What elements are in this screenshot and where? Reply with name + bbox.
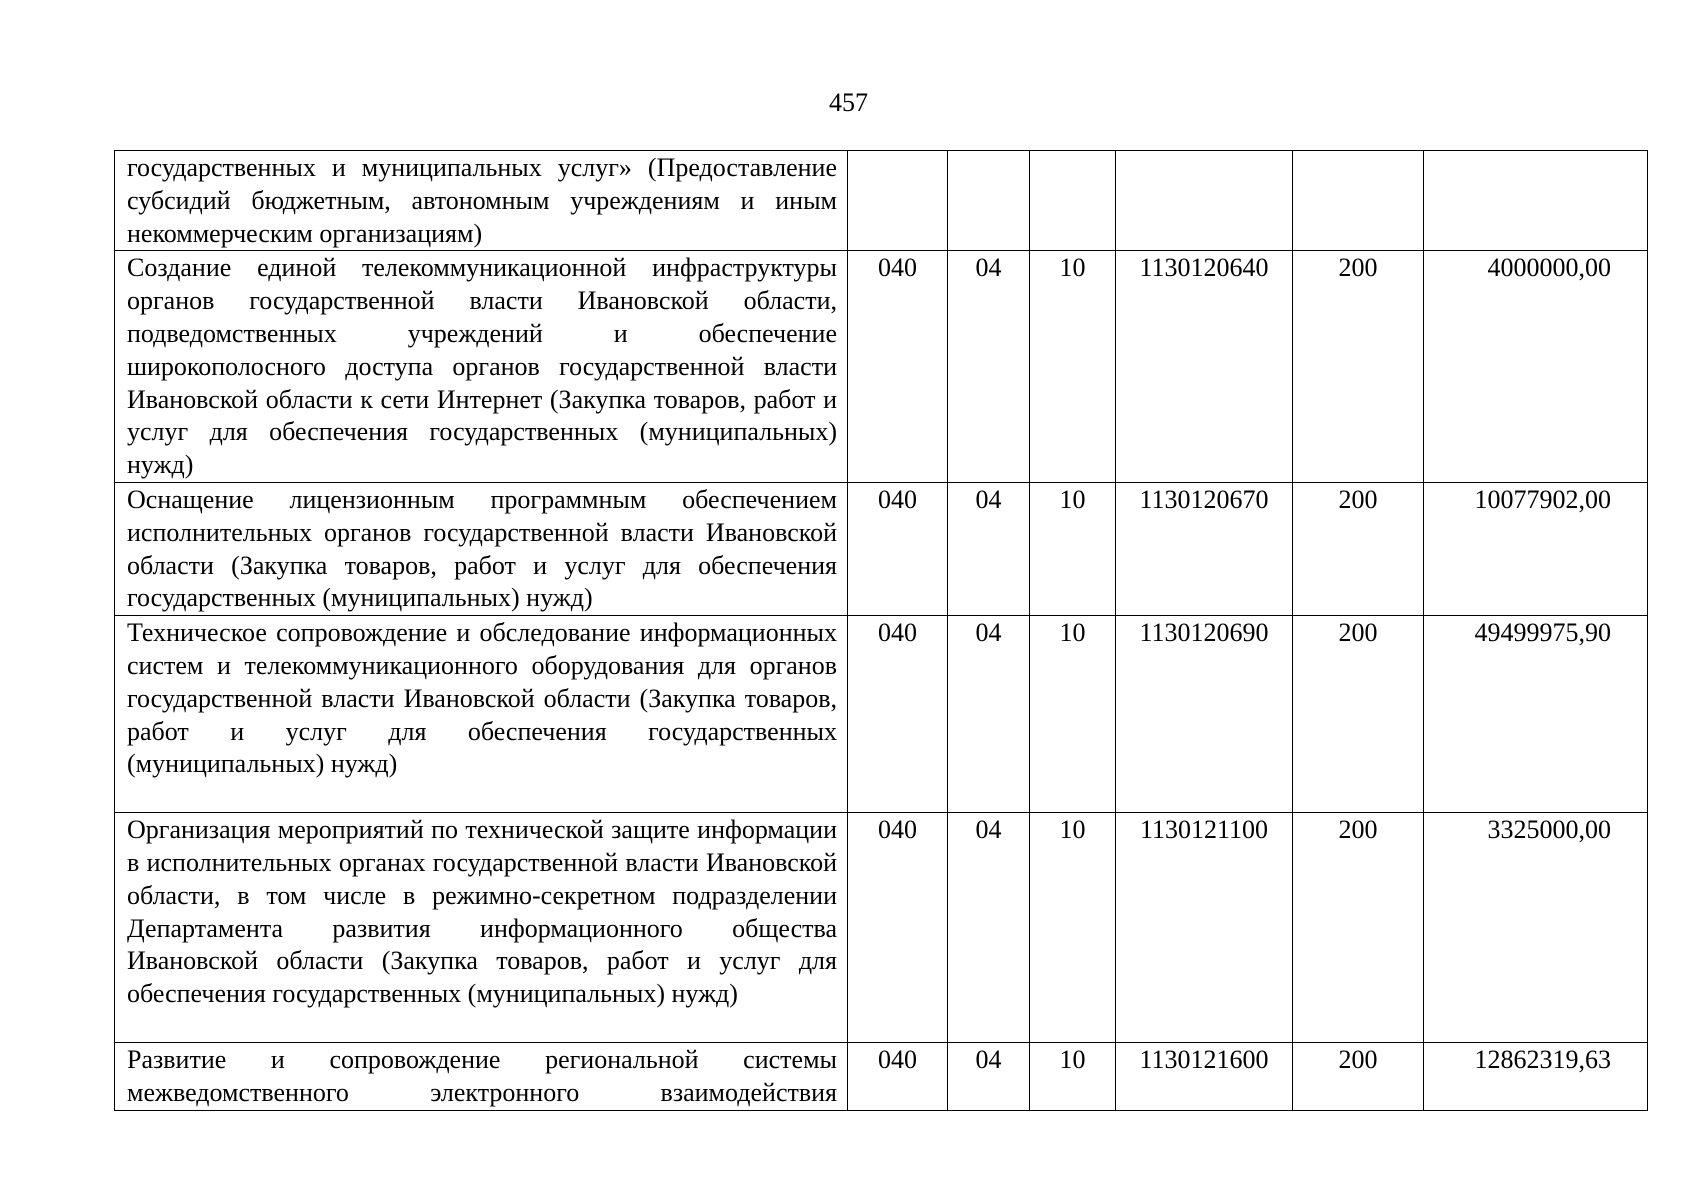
subsection-code-cell: 10 <box>1030 482 1116 615</box>
section-code-cell: 04 <box>948 813 1030 1043</box>
amount-cell: 12862319,63 <box>1424 1043 1648 1111</box>
expense-type-cell: 200 <box>1293 1043 1424 1111</box>
section-code-cell: 04 <box>948 1043 1030 1111</box>
expense-type-cell: 200 <box>1293 251 1424 483</box>
target-article-cell: 1130121600 <box>1116 1043 1293 1111</box>
row-description: Техническое сопровождение и обследование информационных систем и телекоммуникационного оборудования для органов государственной власти Ивановской области (Закупка товаров, работ и услуг для обеспечения государственных (муниципальных) нужд) <box>115 616 848 813</box>
target-article-cell: 1130121100 <box>1116 813 1293 1043</box>
expense-type-cell <box>1293 151 1424 251</box>
admin-code-cell <box>848 151 948 251</box>
target-article-cell: 1130120670 <box>1116 482 1293 615</box>
subsection-code-cell: 10 <box>1030 616 1116 813</box>
row-description: государственных и муниципальных услуг» (Предоставление субсидий бюджетным, автономным учреждениям и иным некоммерческим организациям) <box>115 151 848 251</box>
admin-code-cell: 040 <box>848 1043 948 1111</box>
page-number: 457 <box>829 88 868 117</box>
section-code-cell <box>948 151 1030 251</box>
expense-type-cell: 200 <box>1293 616 1424 813</box>
table-row <box>115 251 1648 483</box>
amount-cell <box>1424 151 1648 251</box>
expense-type-cell: 200 <box>1293 482 1424 615</box>
subsection-code-cell <box>1030 151 1116 251</box>
row-description: Оснащение лицензионным программным обеспечением исполнительных органов государственной власти Ивановской области (Закупка товаров, работ и услуг для обеспечения государственных (муниципальных) нужд) <box>115 482 848 615</box>
amount-cell: 3325000,00 <box>1424 813 1648 1043</box>
subsection-code-cell: 10 <box>1030 1043 1116 1111</box>
table-row <box>115 151 1648 251</box>
target-article-cell: 1130120640 <box>1116 251 1293 483</box>
amount-cell: 4000000,00 <box>1424 251 1648 483</box>
target-article-cell: 1130120690 <box>1116 616 1293 813</box>
row-description: Организация мероприятий по технической защите информации в исполнительных органах государственной власти Ивановской области, в том числе в режимно-секретном подразделении Департамента развития информационного общества Ивановской области (Закупка товаров, работ и услуг для обеспечения государственных (муниципальных) нужд) <box>115 813 848 1043</box>
admin-code-cell: 040 <box>848 482 948 615</box>
amount-cell: 49499975,90 <box>1424 616 1648 813</box>
target-article-cell <box>1116 151 1293 251</box>
table-row <box>115 482 1648 615</box>
admin-code-cell: 040 <box>848 251 948 483</box>
table-row <box>115 1043 1648 1111</box>
budget-table <box>114 150 1648 1111</box>
table-row <box>115 813 1648 1043</box>
expense-type-cell: 200 <box>1293 813 1424 1043</box>
admin-code-cell: 040 <box>848 813 948 1043</box>
amount-cell: 10077902,00 <box>1424 482 1648 615</box>
row-description: Развитие и сопровождение региональной системы межведомственного электронного взаимодействия <box>115 1043 848 1111</box>
admin-code-cell: 040 <box>848 616 948 813</box>
subsection-code-cell: 10 <box>1030 251 1116 483</box>
row-description: Создание единой телекоммуникационной инфраструктуры органов государственной власти Ивановской области, подведомственных учреждений и обеспечение широкополосного доступа органов государственной власти Ивановской области к сети Интернет (Закупка товаров, работ и услуг для обеспечения государственных (муниципальных) нужд) <box>115 251 848 483</box>
subsection-code-cell: 10 <box>1030 813 1116 1043</box>
section-code-cell: 04 <box>948 482 1030 615</box>
section-code-cell: 04 <box>948 251 1030 483</box>
section-code-cell: 04 <box>948 616 1030 813</box>
table-row <box>115 616 1648 813</box>
